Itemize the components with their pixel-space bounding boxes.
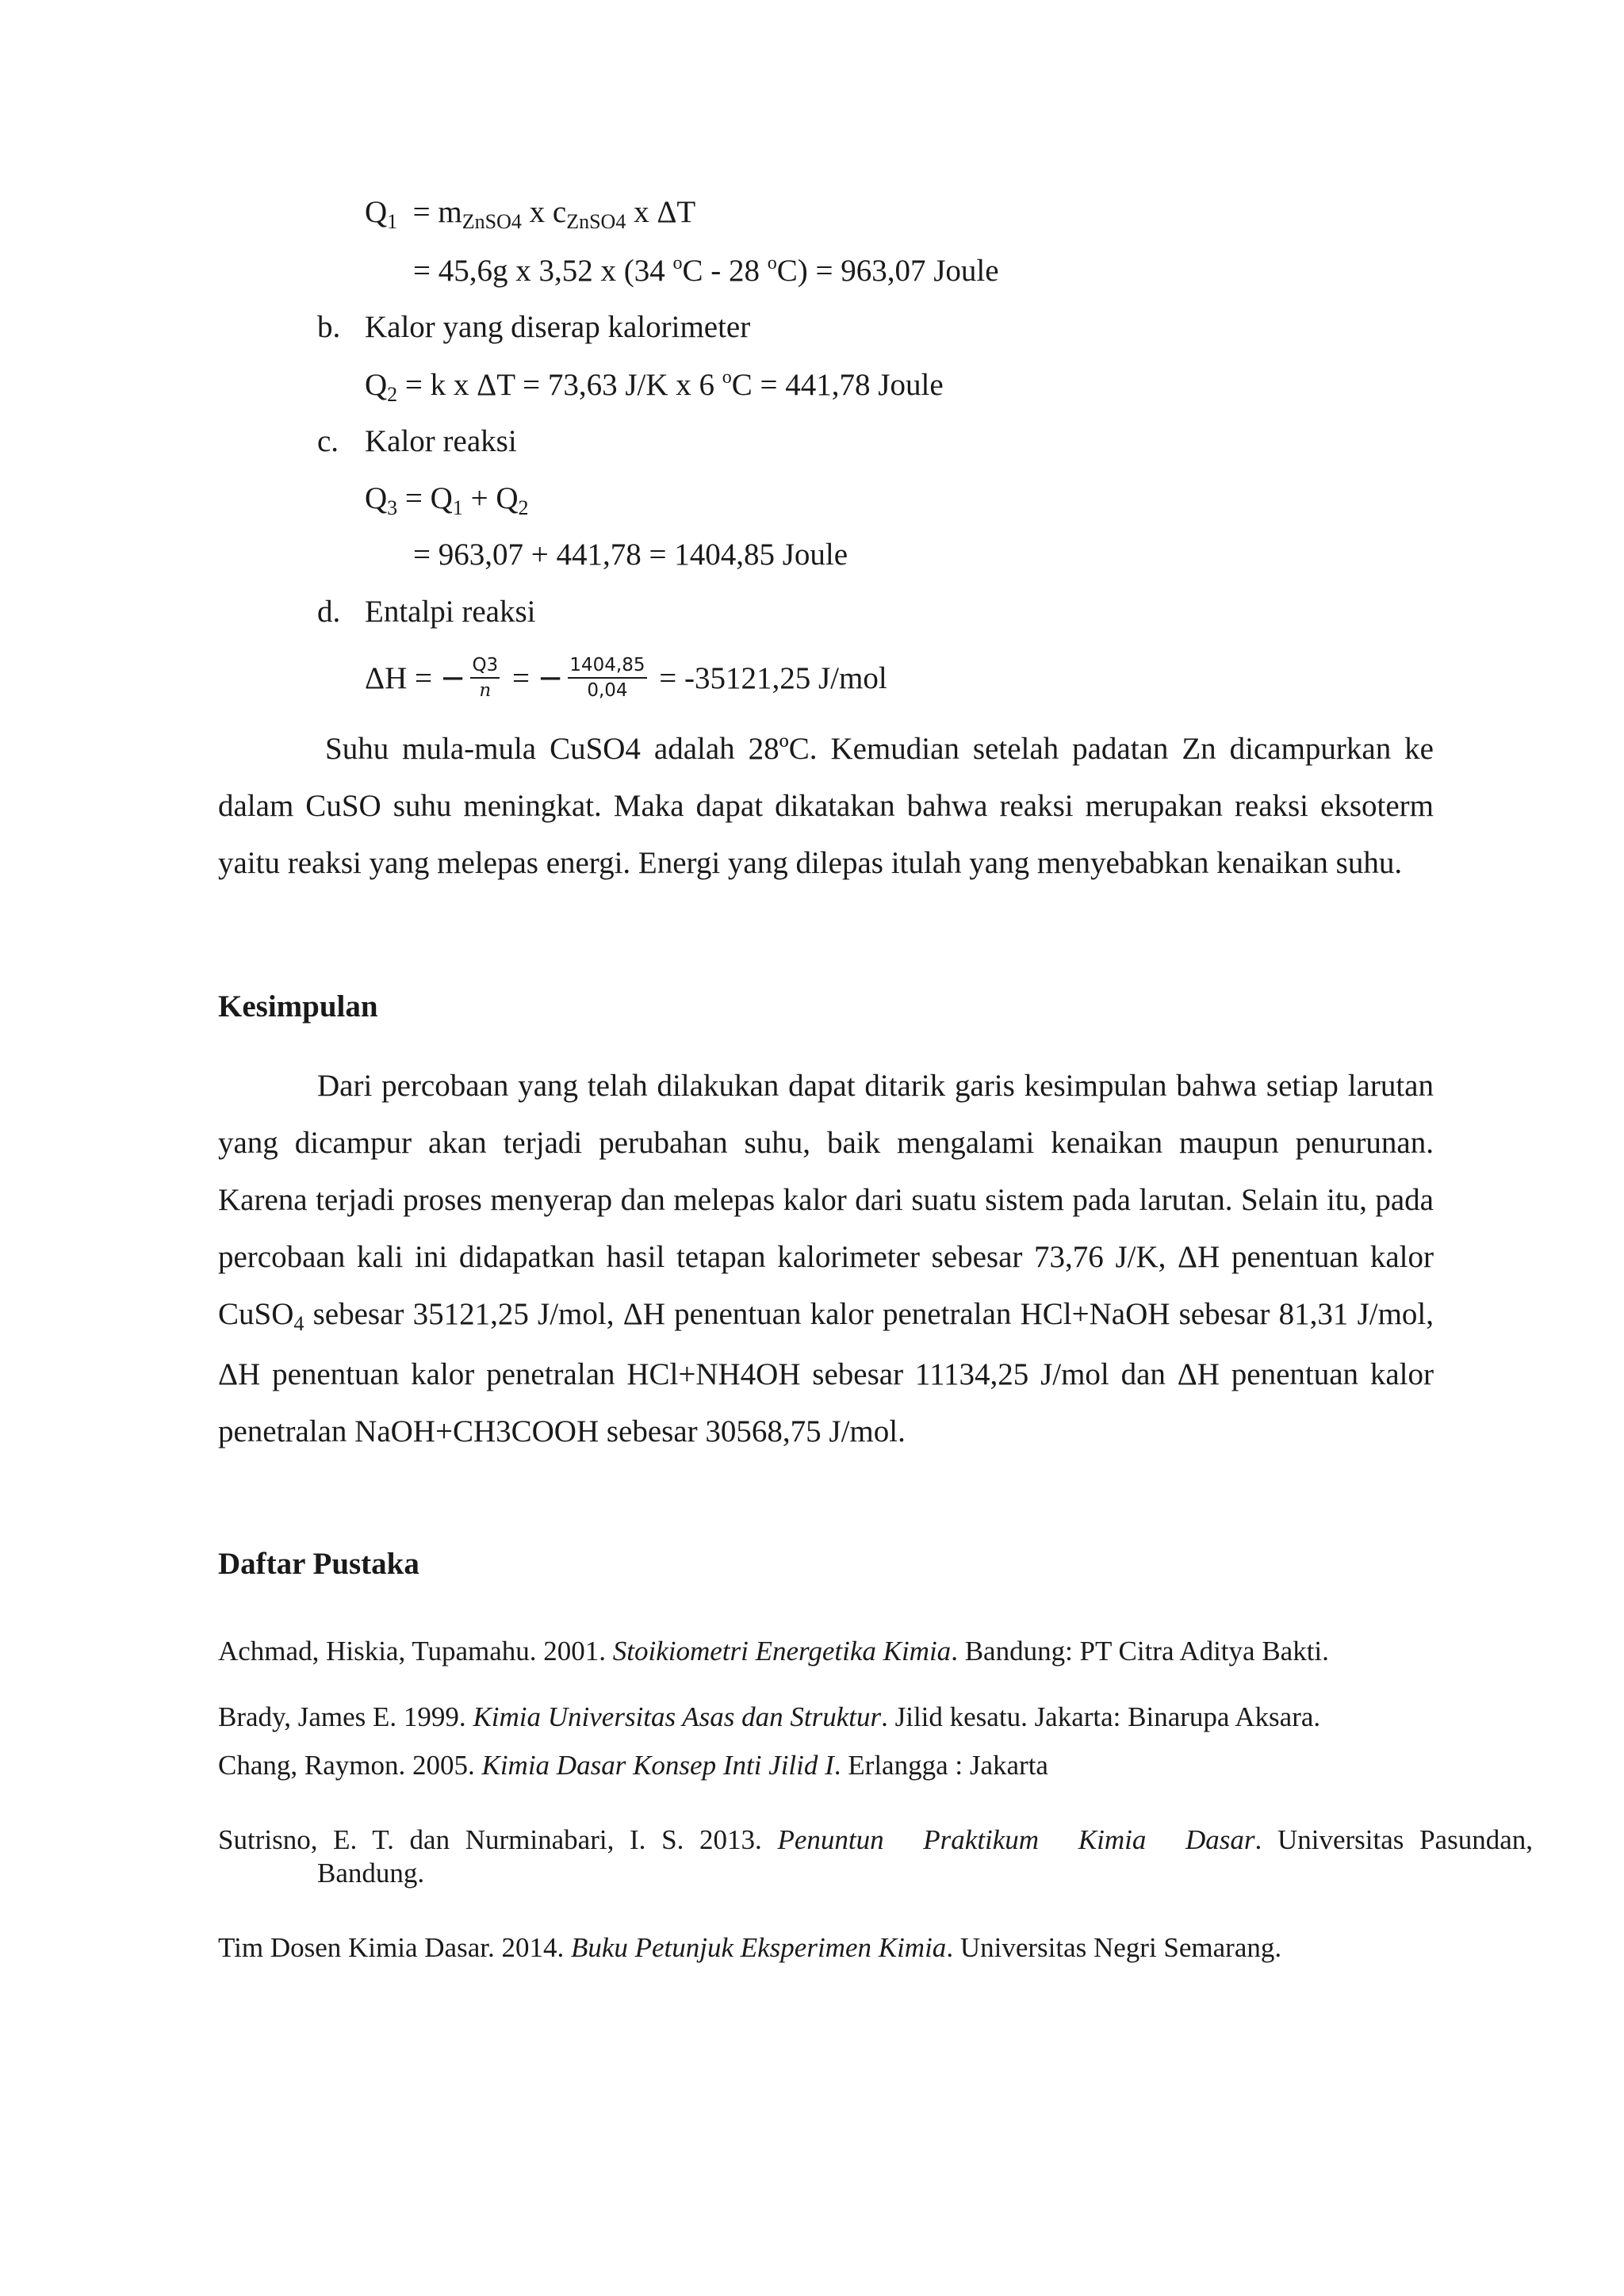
reference-item: Tim Dosen Kimia Dasar. 2014. Buku Petunjuk Eksperimen Kimia. Universitas Negri Semarang. xyxy=(218,1932,1282,1963)
reference-item: Sutrisno, E. T. dan Nurminabari, I. S. 2013. Penuntun Praktikum Kimia Dasar. Universitas Pasundan, Bandung. xyxy=(218,1824,1533,1888)
item-d-title: Entalpi reaksi xyxy=(365,595,536,629)
item-b-title: Kalor yang diserap kalorimeter xyxy=(365,310,751,344)
reference-item: Chang, Raymon. 2005. Kimia Dasar Konsep Inti Jilid I. Erlangga : Jakarta xyxy=(218,1750,1048,1781)
q1-equation: $Q_1 = m_{ZnSO4}$ x $c_{ZnSO4}$ x ΔT xyxy=(365,195,696,233)
reference-item: Achmad, Hiskia, Tupamahu. 2001. Stoikiometri Energetika Kimia. Bandung: PT Citra Aditya Bakti. xyxy=(218,1636,1329,1667)
q3-equation-line2: = 963,07 + 441,78 = 1404,85 Joule xyxy=(413,538,848,572)
q2-equation: $Q_2 = k$ x ΔT = 73,63 J/K x 6 $^o$C = 441,78 Joule xyxy=(365,367,944,406)
analysis-paragraph: Suhu mula-mula CuSO4 adalah 28ºC. Kemudian setelah padatan Zn dicampurkan ke dalam CuSO suhu meningkat. Maka dapat dikatakan bahwa reaksi merupakan reaksi eksoterm yaitu reaksi yang melepas energi. Energi yang dilepas itulah yang menyebabkan kenaikan suhu. xyxy=(218,732,1434,880)
fraction-heat-over-moles: $\frac{1404,85}{0,04}$ xyxy=(569,655,645,701)
list-marker-d: d. xyxy=(317,595,341,629)
list-marker-c: c. xyxy=(317,424,339,458)
reference-item: Brady, James E. 1999. Kimia Universitas Asas dan Struktur. Jilid kesatu. Jakarta: Binarupa Aksara. xyxy=(218,1701,1321,1732)
section-heading-daftar-pustaka: Daftar Pustaka xyxy=(218,1547,419,1581)
q1-equation-line2: = 45,6g x 3,52 x (34 $^o$C - 28 $^o$C) = 963,07 Joule xyxy=(413,253,999,288)
conclusion-paragraph: Dari percobaan yang telah dilakukan dapat ditarik garis kesimpulan bahwa setiap larutan yang dicampur akan terjadi perubahan suhu, baik mengalami kenaikan maupun penurunan. Karena terjadi proses menyerap dan melepas kalor dari suatu sistem pada larutan. Selain itu, pada percobaan kali ini didapatkan hasil tetapan kalorimeter sebesar 73,76 J/K, ΔH penentuan kalor CuSO$_4$ sebesar 35121,25 J/mol, ΔH penentuan kalor penetralan HCl+NaOH sebesar 81,31 J/mol, ΔH penentuan kalor penetralan HCl+NH4OH sebesar 11134,25 J/mol dan ΔH penentuan kalor penetralan NaOH+CH3COOH sebesar 30568,75 J/mol. xyxy=(218,1069,1434,1448)
list-marker-b: b. xyxy=(317,310,341,344)
enthalpy-equation: ΔH = − $\frac{Q3}{n}$ = − $\frac{1404,85}{0,04}$ = -35121,25 J/mol xyxy=(365,655,887,701)
fraction-q3-over-n: $\frac{Q3}{n}$ xyxy=(472,655,499,701)
item-c-title: Kalor reaksi xyxy=(365,424,517,458)
q3-equation: $Q_3 = Q_1 + Q_2$ xyxy=(365,481,529,519)
section-heading-kesimpulan: Kesimpulan xyxy=(218,989,378,1024)
